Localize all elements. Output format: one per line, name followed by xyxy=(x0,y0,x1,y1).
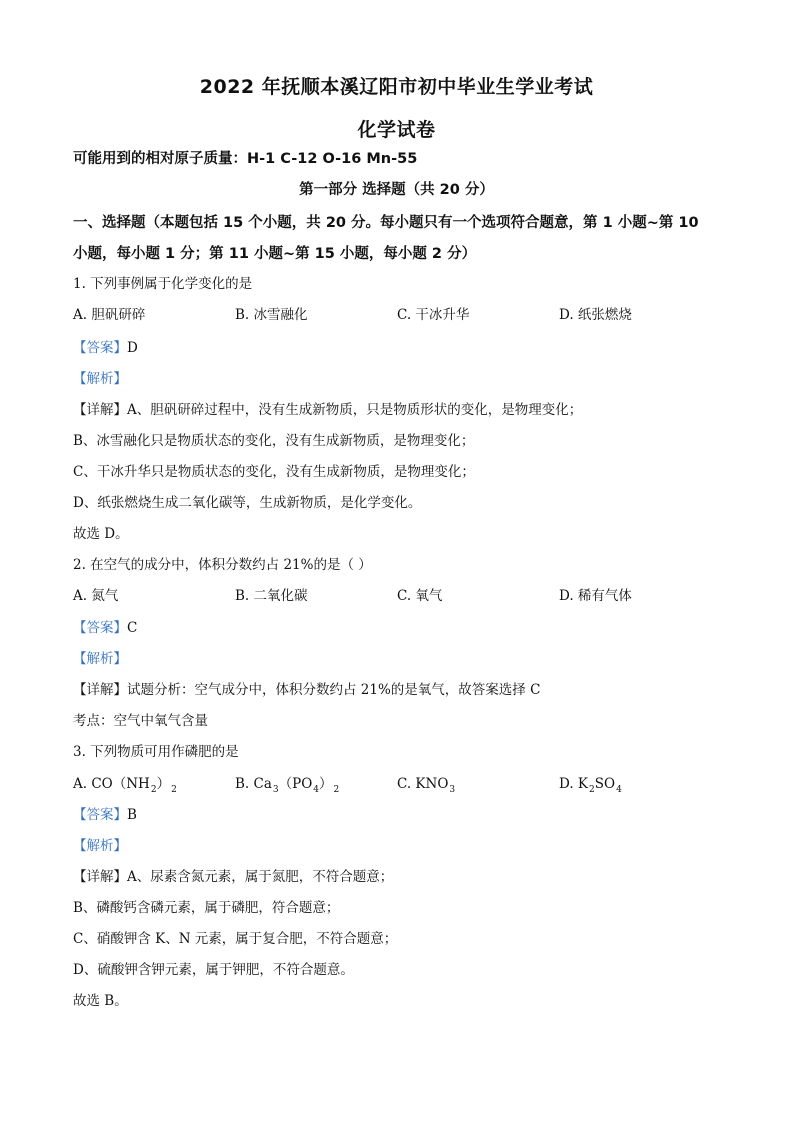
q1-detail-line2: B、冰雪融化只是物质状态的变化，没有生成新物质，是物理变化； xyxy=(73,433,475,449)
q1-option-d: D. 纸张燃烧 xyxy=(559,307,632,323)
q2-option-a: A. 氮气 xyxy=(73,588,119,604)
q1-analysis-tag: 【解析】 xyxy=(73,371,127,387)
q2-stem: 2. 在空气的成分中，体积分数约占 21%的是（ ） xyxy=(73,557,372,573)
q2-answer-line xyxy=(73,622,137,636)
q1-answer: D xyxy=(127,340,138,356)
q1-option-c: C. 干冰升华 xyxy=(397,307,470,323)
q3-answer-line xyxy=(73,809,137,823)
q1-option-b: B. 冰雪融化 xyxy=(235,307,308,323)
q3-option-c: C. $KNO_3$ xyxy=(397,776,456,795)
q2-answer: C xyxy=(127,620,138,636)
q2-analysis-tag: 【解析】 xyxy=(73,651,127,667)
q1-stem: 1. 下列事例属于化学变化的是 xyxy=(73,276,253,292)
q3-option-b: B. $Ca_3(PO_4)_2$ xyxy=(235,776,340,795)
q1-detail-line1 xyxy=(73,404,582,418)
q3-detail-tag: 【详解】 xyxy=(73,869,127,885)
q1-detail-line4: D、纸张燃烧生成二氧化碳等，生成新物质，是化学变化。 xyxy=(73,495,422,511)
q2-option-d: D. 稀有气体 xyxy=(559,588,632,604)
exam-title: 2022 年抚顺本溪辽阳市初中毕业生学业考试 xyxy=(199,76,594,98)
part-heading: 第一部分 选择题（共 20 分） xyxy=(299,182,494,198)
q2-detail-line xyxy=(73,684,540,698)
q3-answer: B xyxy=(127,807,137,823)
q3-analysis-tag: 【解析】 xyxy=(73,838,127,854)
exam-subtitle: 化学试卷 xyxy=(357,119,436,141)
q3-stem: 3. 下列物质可用作磷肥的是 xyxy=(73,744,239,760)
q1-answer-line xyxy=(73,342,138,356)
q1-detail-tag: 【详解】 xyxy=(73,402,127,418)
q2-option-c: C. 氧气 xyxy=(397,588,443,604)
q3-detail-line3: C、硝酸钾含 K、N 元素，属于复合肥，不符合题意； xyxy=(73,931,398,947)
q1-option-a: A. 胆矾研碎 xyxy=(73,307,146,323)
q2-answer-tag: 【答案】 xyxy=(73,620,127,636)
q1-answer-tag: 【答案】 xyxy=(73,340,127,356)
q3-conclusion: 故选 B。 xyxy=(73,993,128,1009)
section-intro-line1: 一、选择题（本题包括 15 个小题，共 20 分。每小题只有一个选项符合题意，第 1 小题~第 10 xyxy=(73,215,699,231)
q2-detail-tag: 【详解】 xyxy=(73,682,127,698)
q1-detail-text1: A、胆矾研碎过程中，没有生成新物质，只是物质形状的变化，是物理变化； xyxy=(127,402,583,418)
q3-detail-line2: B、磷酸钙含磷元素，属于磷肥，符合题意； xyxy=(73,900,340,916)
atomic-mass-line: 可能用到的相对原子质量：H-1 C-12 O-16 Mn-55 xyxy=(73,151,418,167)
q3-answer-tag: 【答案】 xyxy=(73,807,127,823)
q2-kaodian: 考点：空气中氧气含量 xyxy=(73,713,208,729)
q2-option-b: B. 二氧化碳 xyxy=(235,588,308,604)
q3-detail-line1 xyxy=(73,871,393,885)
q2-detail-text: 试题分析：空气成分中，体积分数约占 21%的是氧气，故答案选择 C xyxy=(127,682,541,698)
q1-conclusion: 故选 D。 xyxy=(73,526,129,542)
q3-option-a: A. $CO(NH_2)_2$ xyxy=(73,776,177,795)
section-intro-line2: 小题，每小题 1 分；第 11 小题~第 15 小题，每小题 2 分） xyxy=(73,246,477,262)
q3-detail-line4: D、硫酸钾含钾元素，属于钾肥，不符合题意。 xyxy=(73,962,354,978)
q3-option-d: D. $K_2SO_4$ xyxy=(559,776,622,795)
q3-detail-text1: A、尿素含氮元素，属于氮肥，不符合题意； xyxy=(127,869,394,885)
q1-detail-line3: C、干冰升华只是物质状态的变化，没有生成新物质，是物理变化； xyxy=(73,464,475,480)
